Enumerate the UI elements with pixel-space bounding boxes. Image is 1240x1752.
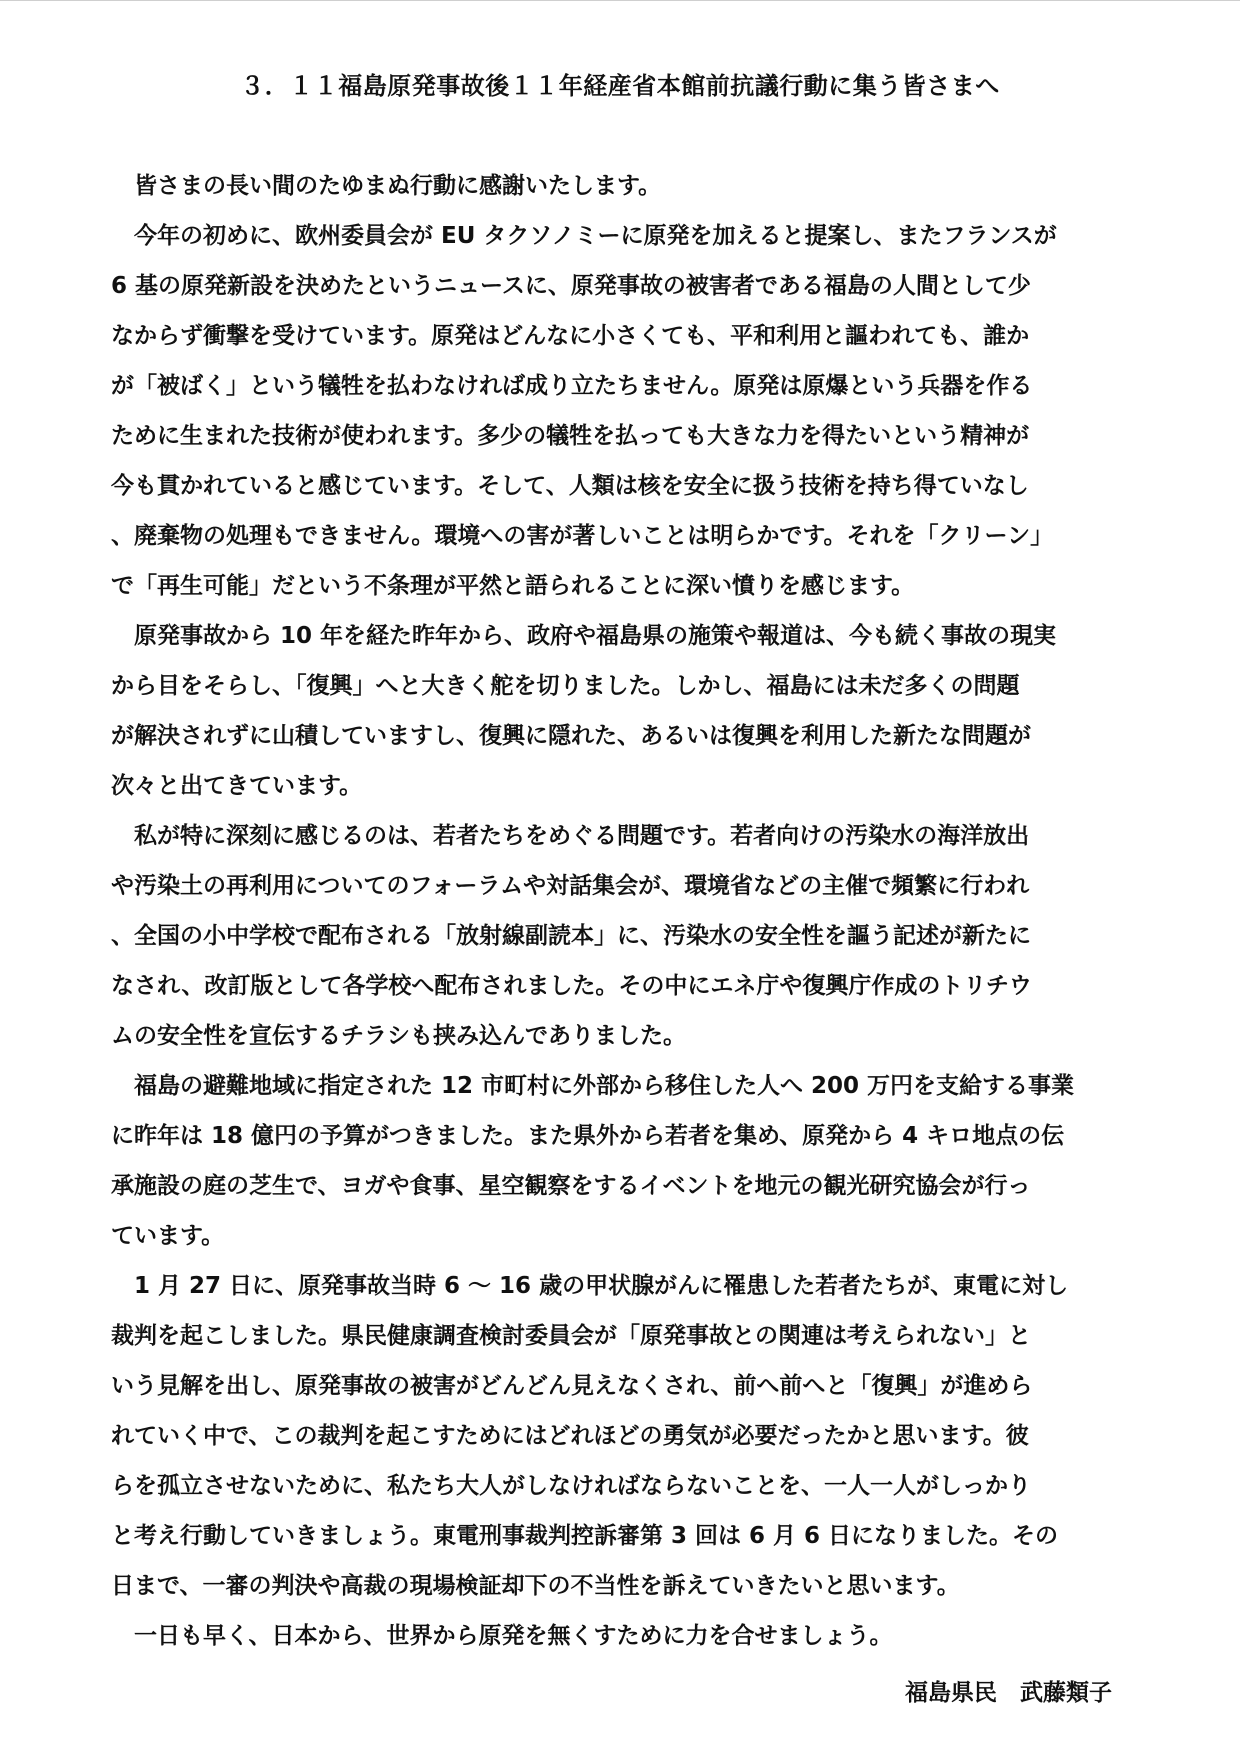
paragraph-line: ために生まれた技術が使われます。多少の犠牲を払っても大きな力を得たいという精神が — [111, 423, 1030, 449]
paragraph-line: 今も貫かれていると感じています。そして、人類は核を安全に扱う技術を持ち得ていなし — [111, 473, 1029, 499]
paragraph-line: 今年の初めに、欧州委員会が EU タクソノミーに原発を加えると提案し、またフランスが — [134, 223, 1057, 249]
paragraph-line: から目をそらし、「復興」へと大きく舵を切りました。しかし、福島には未だ多くの問題 — [111, 673, 1020, 699]
paragraph-line: ムの安全性を宣伝するチラシも挟み込んでありました。 — [111, 1023, 686, 1049]
paragraph-line: 次々と出てきています。 — [111, 773, 363, 799]
paragraph-line: れていく中で、この裁判を起こすためにはどれほどの勇気が必要だったかと思います。彼 — [111, 1423, 1029, 1449]
paragraph-line: いう見解を出し、原発事故の被害がどんどん見えなくされ、前へ前へと「復興」が進めら — [111, 1373, 1033, 1399]
paragraph-line: 、全国の小中学校で配布される「放射線副読本」に、汚染水の安全性を謳う記述が新たに — [111, 923, 1031, 949]
paragraph-line: 福島の避難地域に指定された 12 市町村に外部から移住した人へ 200 万円を支給する事業 — [134, 1073, 1075, 1099]
paragraph-line: 私が特に深刻に感じるのは、若者たちをめぐる問題です。若者向けの汚染水の海洋放出 — [134, 823, 1030, 849]
paragraph-line: 皆さまの長い間のたゆまぬ行動に感謝いたします。 — [134, 173, 662, 199]
paragraph-line: 6 基の原発新設を決めたというニュースに、原発事故の被害者である福島の人間として少 — [111, 273, 1031, 299]
paragraph-line: と考え行動していきましょう。東電刑事裁判控訴審第 3 回は 6 月 6 日になりました。その — [111, 1523, 1059, 1549]
paragraph-line: 原発事故から 10 年を経た昨年から、政府や福島県の施策や報道は、今も続く事故の現実 — [134, 623, 1057, 649]
paragraph-line: なされ、改訂版として各学校へ配布されました。その中にエネ庁や復興庁作成のトリチウ — [111, 973, 1032, 999]
paragraph-line: 1 月 27 日に、原発事故当時 6 ～ 16 歳の甲状腺がんに罹患した若者たちが、東電に対し — [134, 1273, 1069, 1299]
paragraph-line: が「被ばく」という犠牲を払わなければ成り立たちません。原発は原爆という兵器を作る — [111, 373, 1033, 399]
signature: 福島県民 武藤類子 — [905, 1680, 1112, 1706]
paragraph-line: なからず衝撃を受けています。原発はどんなに小さくても、平和利用と謳われても、誰か — [111, 323, 1030, 349]
paragraph-line: に昨年は 18 億円の予算がつきました。また県外から若者を集め、原発から 4 キロ地点の伝 — [111, 1123, 1065, 1149]
paragraph-line: で「再生可能」だという不条理が平然と語られることに深い憤りを感じます。 — [111, 573, 915, 599]
paragraph-line: らを孤立させないために、私たち大人がしなければならないことを、一人一人がしっかり — [111, 1473, 1031, 1499]
paragraph-line: ています。 — [111, 1223, 225, 1249]
paragraph-line: 、廃棄物の処理もできません。環境への害が著しいことは明らかです。それを「クリーン」 — [111, 523, 1054, 549]
paragraph-line: 日まで、一審の判決や高裁の現場検証却下の不当性を訴えていきたいと思います。 — [111, 1573, 960, 1599]
paragraph-line: 承施設の庭の芝生で、ヨガや食事、星空観察をするイベントを地元の観光研究協会が行っ — [111, 1173, 1031, 1199]
document-title: ３．１１福島原発事故後１１年経産省本館前抗議行動に集う皆さまへ — [240, 72, 1000, 100]
paragraph-line: が解決されずに山積していますし、復興に隠れた、あるいは復興を利用した新たな問題が — [111, 723, 1031, 749]
paragraph-line: 裁判を起こしました。県民健康調査検討委員会が「原発事故との関連は考えられない」と — [111, 1323, 1031, 1349]
letter-body — [111, 161, 1115, 1661]
paragraph-line: や汚染土の再利用についてのフォーラムや対話集会が、環境省などの主催で頻繁に行われ — [111, 873, 1030, 899]
paragraph-line: 一日も早く、日本から、世界から原発を無くすために力を合せましょう。 — [134, 1623, 893, 1649]
